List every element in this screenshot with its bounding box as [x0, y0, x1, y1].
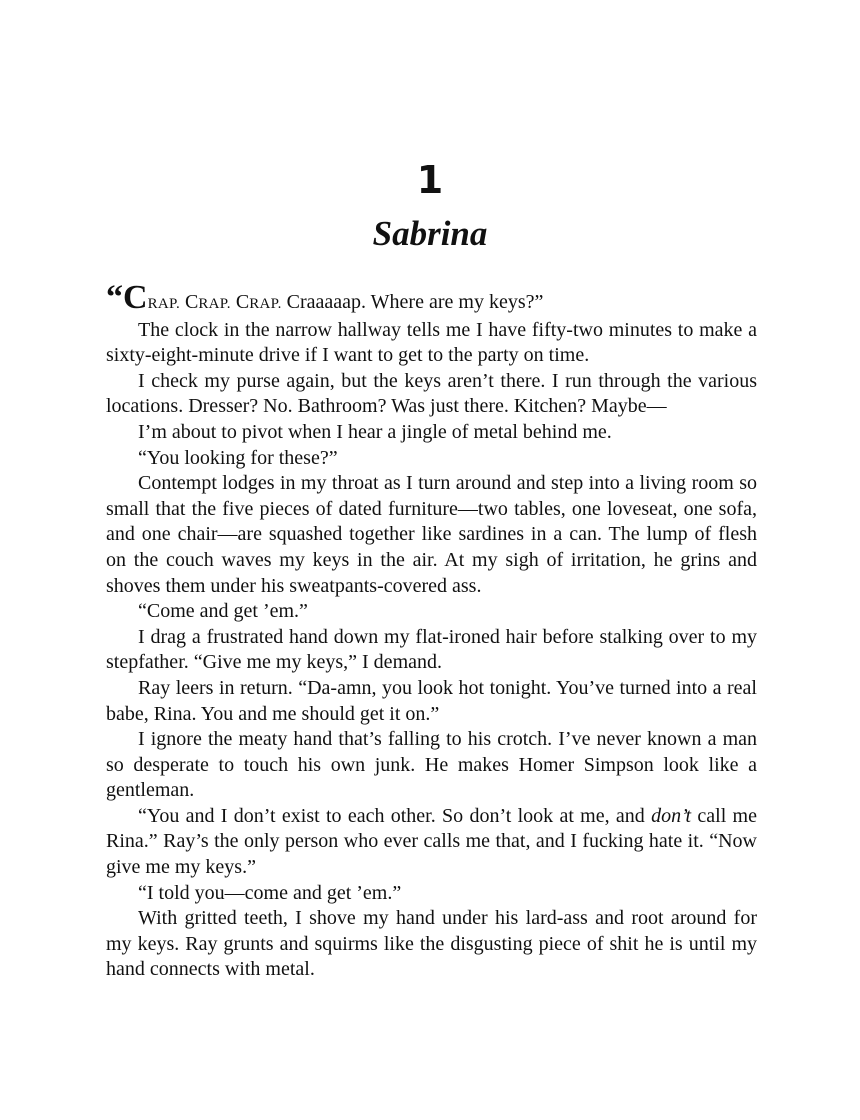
drop-cap-letter: C [123, 279, 148, 316]
small-caps-word: RAP. [147, 296, 181, 312]
opening-line-remainder: Craaaaap. Where are my keys?” [281, 291, 544, 313]
chapter-title: Sabrina [372, 214, 488, 253]
paragraph: “I told you—come and get ’em.” [138, 881, 402, 904]
small-caps-word: RAP. [198, 296, 231, 312]
paragraph: Contempt lodges in my throat as I turn around and step into a living room so small that the five pieces of dated furniture—two tables, one loveseat, one sofa, and one chair—are squashed together like sardines in a can. The lump of flesh on the couch waves my keys in the air. At my sigh of irritation, he grins and shoves them under his sweatpants-covered ass. [106, 472, 757, 597]
paragraph: “Come and get ’em.” [138, 600, 308, 623]
paragraph: “You looking for these?” [138, 446, 338, 469]
emphasized-word: don’t [651, 804, 692, 827]
paragraph [106, 804, 757, 881]
small-caps-word-initial: C [235, 291, 250, 313]
paragraph: I ignore the meaty hand that’s falling to his crotch. I’ve never known a man so desperate to touch his own junk. He makes Homer Simpson look like a gentleman. [106, 728, 757, 802]
opening-paragraph [106, 279, 757, 318]
paragraph: The clock in the narrow hallway tells me I have fifty-two minutes to make a sixty-eight-minute drive if I want to get to the party on time. [106, 318, 757, 367]
small-caps-word: RAP. [249, 296, 282, 312]
paragraph: I’m about to pivot when I hear a jingle of metal behind me. [138, 420, 612, 443]
paragraph: I check my purse again, but the keys aren’t there. I run through the various locations. Dresser? No. Bathroom? Was just there. Kitchen? Maybe— [106, 369, 757, 418]
paragraph-segment: “You and I don’t exist to each other. So don’t look at me, and [138, 804, 652, 827]
paragraph-segment: call me Rina.” Ray’s the only person who ever calls me that, and I fucking hate it. “Now give me my keys.” [106, 804, 757, 879]
paragraph: Ray leers in return. “Da-amn, you look hot tonight. You’ve turned into a real babe, Rina. You and me should get it on.” [106, 676, 757, 725]
paragraph: I drag a frustrated hand down my flat-ironed hair before stalking over to my stepfather. “Give me my keys,” I demand. [106, 625, 757, 674]
chapter-number: 1 [416, 158, 444, 202]
chapter-body [106, 279, 757, 983]
paragraph: With gritted teeth, I shove my hand under his lard-ass and root around for my keys. Ray grunts and squirms like the disgusting piece of shit he is until my hand connects with metal. [106, 907, 757, 981]
opening-quote-mark: “ [106, 279, 123, 316]
small-caps-word-initial: C [185, 291, 199, 313]
